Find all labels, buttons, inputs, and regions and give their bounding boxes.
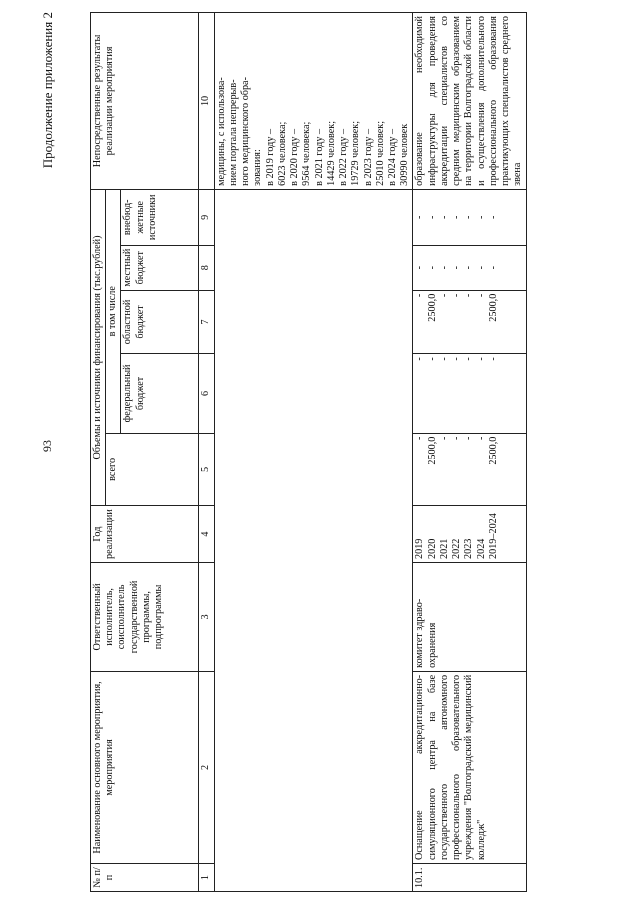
local-value: - [475,266,487,270]
header-number: № п/п [91,864,199,892]
row-federal [413,354,526,433]
header-responsible: Ответственный исполнитель, соисполнитель государственной программы, подпрограммы [91,562,199,671]
total-value: - [414,436,426,441]
header-including: в том числе [106,189,121,433]
total-value: 2500,0 [426,436,438,465]
continuation-line: в 2021 году – [313,128,325,186]
column-number-row [199,13,214,892]
continuation-line: в 2019 году – [264,128,276,186]
column-number: 10 [199,13,214,190]
extra-value: - [451,215,463,219]
total-value: - [463,436,475,441]
regional-value: 2500,0 [487,293,499,322]
continuation-line: нием портала непрерыв- [227,79,239,186]
row-regional [413,290,526,354]
regional-value: - [414,293,426,298]
year-value: 2023 [463,538,475,559]
extra-value: - [475,215,487,219]
continuation-line: 6023 человека; [276,121,288,186]
continuation-line: 14429 человек; [325,120,337,186]
continuation-line: 9564 человека; [301,121,313,186]
extra-value: - [463,215,475,219]
row-total [413,433,526,506]
header-results: Непосредственные результаты реализации мероприятия [91,13,199,190]
federal-value: - [438,357,450,361]
federal-value: - [451,357,463,361]
appendix-label: Продолжение приложения 2 [40,12,55,169]
extra-value: - [414,215,426,219]
total-value: 2500,0 [487,436,499,465]
row-responsible: комитет здраво-охранения [413,562,526,671]
local-value: - [463,266,475,270]
extra-value: - [438,215,450,219]
header-funding: Объемы и источники финансирования (тыс.рублей) [91,189,106,505]
regional-value: - [475,293,487,298]
federal-value: - [475,357,487,361]
header-regional: областной бюджет [121,290,199,354]
continuation-line: 25010 человек; [374,120,386,186]
year-value: 2022 [451,538,463,559]
regional-value: - [438,293,450,298]
total-value: - [475,436,487,441]
column-number: 2 [199,671,214,863]
continuation-line: зования: [252,149,264,186]
row-local [413,245,526,290]
continuation-row [214,13,413,892]
continuation-line: в 2020 году – [289,128,301,186]
table-row [413,13,526,892]
continuation-line: медицины, с использова- [215,77,227,186]
year-value: 2019 [414,538,426,559]
column-number: 8 [199,245,214,290]
header-name: Наименование основного мероприятия, мероприятия [91,671,199,863]
page-number: 93 [40,440,54,452]
continuation-line: в 2023 году – [362,128,374,186]
continuation-line: ного медицинского обра- [240,77,252,186]
header-extra: внебюд-жетные источники [121,189,199,245]
year-value: 2020 [426,538,438,559]
federal-value: - [463,357,475,361]
header-year: Год реализации [91,506,199,563]
column-number: 3 [199,562,214,671]
local-value: - [438,266,450,270]
header-local: местный бюджет [121,245,199,290]
regional-value: 2500,0 [426,293,438,322]
local-value: - [426,266,438,270]
column-number: 5 [199,433,214,506]
extra-value: - [426,215,438,219]
year-value: 2021 [438,538,450,559]
year-value: 2024 [475,538,487,559]
local-value: - [414,266,426,270]
continuation-line: в 2022 году – [338,128,350,186]
program-table [90,12,527,892]
federal-value: - [426,357,438,361]
column-number: 7 [199,290,214,354]
row-extra [413,189,526,245]
regional-value: - [463,293,475,298]
column-number: 1 [199,864,214,892]
total-value: - [438,436,450,441]
extra-value: - [487,215,499,219]
year-value: 2019–2024 [487,513,499,559]
column-number: 6 [199,354,214,433]
federal-value: - [414,357,426,361]
continuation-line: 19729 человек; [350,120,362,186]
federal-value: - [487,357,499,361]
column-number: 4 [199,506,214,563]
total-value: - [451,436,463,441]
row-number: 10.1. [413,864,526,892]
column-number: 9 [199,189,214,245]
continuation-results [214,13,413,190]
regional-value: - [451,293,463,298]
header-federal: федеральный бюджет [121,354,199,433]
header-total: всего [106,433,199,506]
row-result: образование необходимой инфраструктуры для проведения аккредитации специалистов со средним медицинским образованием на территории Волгоградской области и осуществления дополнительного профессионального образования практикующих специалистов среднего звена [413,13,526,190]
local-value: - [451,266,463,270]
continuation-line: в 2024 году – [386,128,398,186]
row-years [413,506,526,563]
row-name: Оснащение аккредитационно-симуляционного центра на базе государственного автономного профессионального образовательного учреждения "Волгоградский медицинский колледж" [413,671,526,863]
local-value: - [487,266,499,270]
continuation-line: 30990 человек [399,123,411,186]
